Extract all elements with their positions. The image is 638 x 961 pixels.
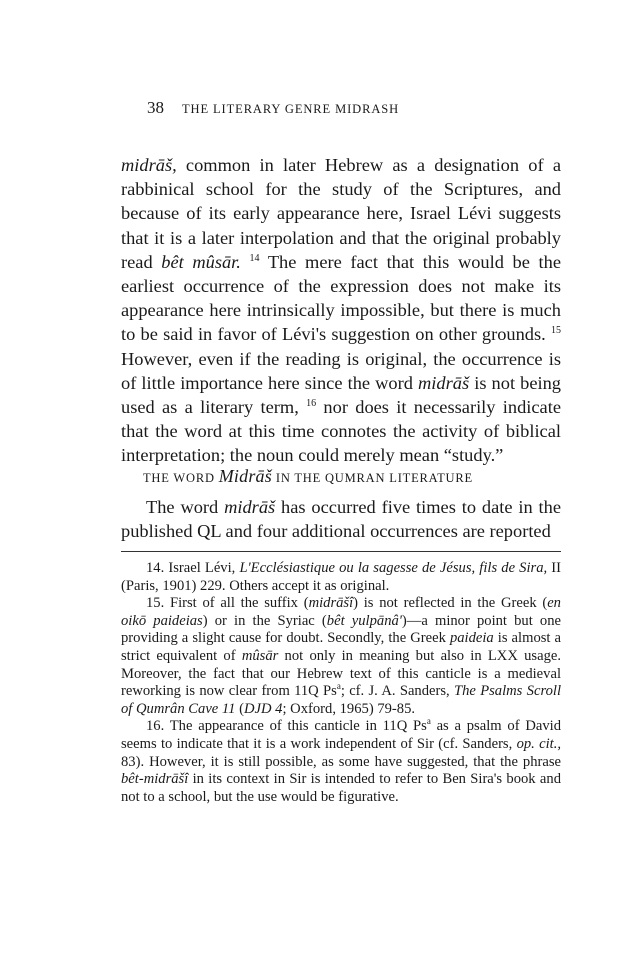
text-run: nor does it necessarily indicate that the word at this time connotes the activity of biblical interpretation; the noun could merely mean “study.” <box>121 397 561 466</box>
text-run: II (Paris, 1901) 229. Others accept it as original. <box>121 560 562 594</box>
footnote-ref-15[interactable]: 15 <box>550 325 561 337</box>
text-run: The mere fact that this would be the earliest occurrence of the expression does not make its appearance here intrinsically impossible, but there is much to be said in favor of Lévi's suggestion on other grounds. <box>121 251 561 345</box>
footnote-15 <box>121 595 561 718</box>
italic-term: bêt yulpānâ' <box>326 612 402 629</box>
body-paragraph-1 <box>121 153 561 468</box>
footnote-ref-14[interactable]: 14 <box>249 252 260 264</box>
text-run: However, even if the reading is original, the occurrence is of little importance here since the word <box>121 348 561 393</box>
text-run: common in later Hebrew as a designation of a rabbinical school for the study of the Scriptures, and because of its early appearance here, Israel Lévi suggests that it is a later interpolation and that the original probably read <box>121 155 561 272</box>
italic-term: DJD 4 <box>243 700 283 717</box>
italic-term: bêt-midrāšî <box>121 771 189 788</box>
text-run: ) is not reflected in the Greek ( <box>353 595 548 612</box>
text-run: not only in meaning but also in LXX usage. Moreover, the fact that our Hebrew text of this canticle is a medieval reworking is now clear from 11Q Ps <box>121 647 561 700</box>
page-header <box>147 98 399 118</box>
text-run: 15. First of all the suffix ( <box>146 595 309 612</box>
footnotes <box>121 560 561 806</box>
superscript-a: a <box>426 716 431 727</box>
text-run: ( <box>235 700 244 717</box>
text-run: 14. Israel Lévi, <box>146 560 240 576</box>
italic-term: bêt mûsār. <box>161 251 241 272</box>
italic-term: midrāš <box>418 372 470 393</box>
italic-title: The Psalms Scroll of Qumrân Cave 11 <box>121 683 561 717</box>
italic-title: L'Ecclésiastique ou la sagesse de Jésus, fils de Sira, <box>239 560 548 576</box>
heading-part: IN THE QUMRAN LITERATURE <box>271 471 473 485</box>
text-run: ) or in the Syriac ( <box>202 612 327 629</box>
italic-term: midrāš, <box>121 155 177 175</box>
footnote-14 <box>121 560 561 595</box>
paragraph <box>121 495 561 543</box>
italic-term: op. cit., <box>516 735 561 752</box>
text-run: )—a minor point but one providing a slight cause for doubt. Secondly, the Greek <box>121 612 561 647</box>
italic-term: en oikō paideias <box>121 595 561 629</box>
text-run: is not being used as a literary term, <box>121 372 561 418</box>
text-run: has occurred five times to date in the published QL and four additional occurrences are reported <box>121 497 561 542</box>
text-run: 83). However, it is still possible, as some have suggested, that the phrase <box>121 753 561 770</box>
text-run: is almost a strict equivalent of <box>121 630 561 664</box>
body-paragraph-2 <box>121 495 561 543</box>
footnote-divider <box>121 551 561 552</box>
paragraph <box>121 153 561 468</box>
text-run: 16. The appearance of this canticle in 11Q Ps <box>146 718 427 735</box>
text-run: The word <box>146 497 225 517</box>
text-run: as a psalm of David seems to indicate that it is a work independent of Sir (cf. Sanders, <box>121 718 561 752</box>
running-head: THE LITERARY GENRE MIDRASH <box>182 102 400 116</box>
text-run: in its context in Sir is intended to refer to Ben Sira's book and not to a school, but the use would be figurative. <box>121 771 561 805</box>
section-heading <box>143 466 473 487</box>
text-run: ; cf. J. A. Sanders, <box>340 683 454 700</box>
footnote-16 <box>121 718 561 806</box>
italic-term: mûsār <box>241 647 279 664</box>
heading-part: THE WORD <box>143 471 219 485</box>
footnote-ref-16[interactable]: 16 <box>306 397 317 409</box>
italic-term: midrāšî <box>308 595 354 612</box>
heading-italic: Midrāš <box>218 466 272 486</box>
italic-term: midrāš <box>224 497 276 517</box>
text-run: ; Oxford, 1965) 79-85. <box>282 700 416 717</box>
superscript-a: a <box>336 681 341 692</box>
page-number: 38 <box>147 98 164 117</box>
italic-term: paideia <box>449 630 494 647</box>
